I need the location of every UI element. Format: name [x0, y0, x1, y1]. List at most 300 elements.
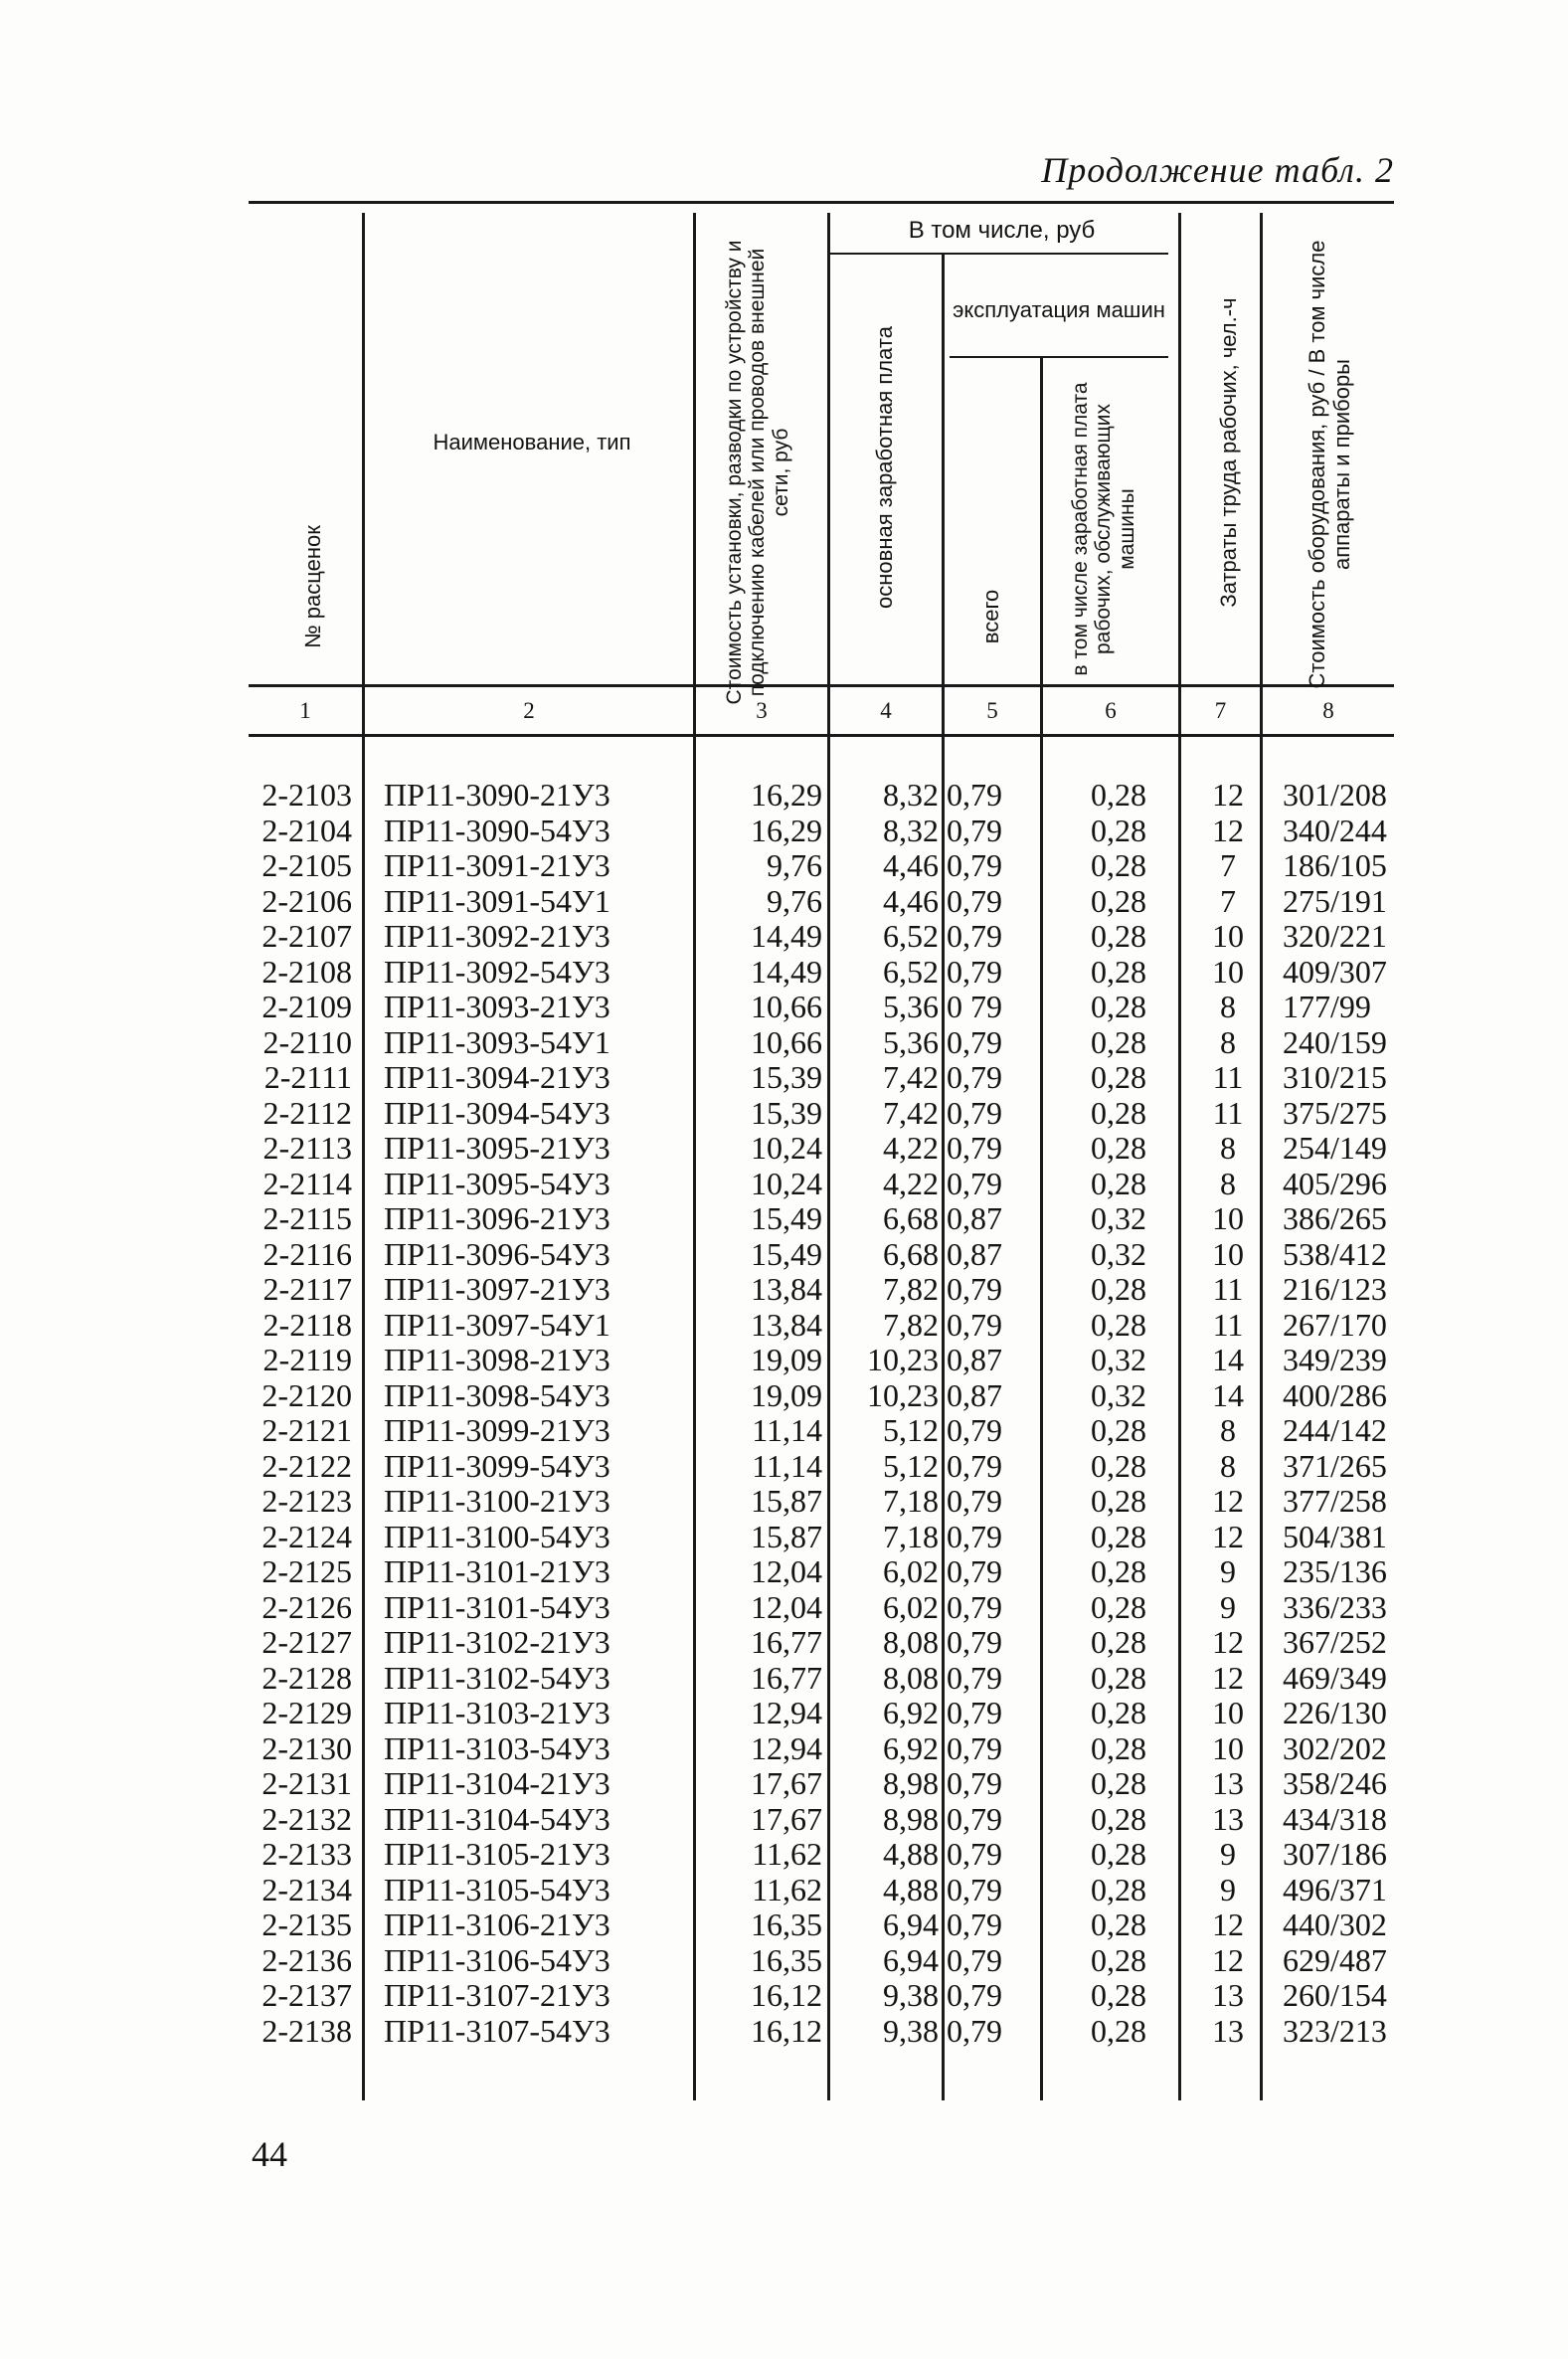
table-row — [0, 1413, 1568, 1449]
machine-total: 0,79 — [947, 1977, 1002, 2013]
table-row — [0, 1554, 1568, 1590]
rate-number: 2-2131 — [261, 1765, 352, 1801]
machine-wage: 0,28 — [1091, 777, 1146, 813]
labor-hours: 12 — [1212, 1906, 1244, 1942]
base-wage: 4,46 — [883, 847, 939, 883]
type-name: ПР11-3100-54У3 — [384, 1518, 610, 1554]
table-row — [0, 1978, 1568, 2014]
table-row — [0, 1449, 1568, 1485]
labor-hours: 8 — [1220, 1447, 1236, 1484]
labor-hours: 8 — [1220, 1412, 1236, 1448]
table-row — [0, 1625, 1568, 1661]
machine-wage: 0,28 — [1091, 1447, 1146, 1484]
machine-wage: 0,28 — [1091, 1729, 1146, 1766]
equipment-cost: 405/296 — [1283, 1165, 1387, 1201]
rate-number: 2-2130 — [261, 1729, 352, 1766]
rate-number: 2-2119 — [262, 1342, 352, 1377]
base-wage: 8,98 — [883, 1765, 939, 1801]
machine-total: 0,79 — [947, 2012, 1002, 2049]
machine-total: 0,79 — [947, 1094, 1002, 1131]
page-number: 44 — [252, 2134, 287, 2174]
type-name: ПР11-3104-54У3 — [384, 1800, 610, 1837]
table-row — [0, 2014, 1568, 2050]
colnum-5: 5 — [986, 698, 998, 723]
header-group: В том числе, руб — [908, 216, 1096, 244]
type-name: ПР11-3105-21У3 — [384, 1836, 610, 1872]
table-row — [0, 1907, 1568, 1943]
equipment-cost: 358/246 — [1283, 1765, 1387, 1801]
header-subgroup: эксплуатация машин — [953, 296, 1165, 322]
install-cost: 17,67 — [751, 1765, 822, 1801]
header-col3: Стоимость установки, разводки по устройству и подключению кабелей или проводов внешней сети, руб — [722, 240, 792, 705]
labor-hours: 10 — [1212, 1695, 1244, 1730]
machine-wage: 0,28 — [1091, 1271, 1146, 1307]
install-cost: 15,39 — [751, 1094, 822, 1131]
equipment-cost: 216/123 — [1283, 1271, 1387, 1307]
labor-hours: 14 — [1212, 1376, 1244, 1413]
equipment-cost: 340/244 — [1283, 812, 1387, 848]
machine-total: 0,79 — [947, 1447, 1002, 1484]
equipment-cost: 538/412 — [1283, 1235, 1387, 1272]
install-cost: 12,04 — [751, 1553, 822, 1589]
labor-hours: 12 — [1212, 1624, 1244, 1660]
machine-total: 0,79 — [947, 1695, 1002, 1730]
table-row — [0, 1096, 1568, 1132]
equipment-cost: 320/221 — [1283, 918, 1387, 954]
rate-number: 2-2127 — [261, 1624, 352, 1660]
install-cost: 16,29 — [751, 812, 822, 848]
machine-total: 0,79 — [947, 1518, 1002, 1554]
install-cost: 17,67 — [751, 1800, 822, 1837]
table-row — [0, 814, 1568, 849]
machine-total: 0,79 — [947, 1659, 1002, 1696]
table-row — [0, 1731, 1568, 1767]
top-rule — [249, 201, 1394, 204]
table-row — [0, 919, 1568, 955]
rate-number: 2-2120 — [261, 1376, 352, 1413]
rate-number: 2-2128 — [261, 1659, 352, 1696]
rate-number: 2-2135 — [261, 1906, 352, 1942]
equipment-cost: 254/149 — [1283, 1130, 1387, 1166]
machine-wage: 0,28 — [1091, 1588, 1146, 1625]
header-col6: в том числе заработная плата рабочих, обслуживающих машины — [1068, 382, 1138, 676]
type-name: ПР11-3101-54У3 — [384, 1588, 610, 1625]
colnum-8: 8 — [1322, 698, 1334, 723]
table-row — [0, 1943, 1568, 1979]
install-cost: 15,87 — [751, 1518, 822, 1554]
labor-hours: 11 — [1212, 1094, 1244, 1131]
install-cost: 16,35 — [751, 1906, 822, 1942]
base-wage: 5,12 — [883, 1412, 939, 1448]
header-col7: Затраты труда рабочих, чел.-ч — [1215, 297, 1241, 608]
table-row — [0, 1696, 1568, 1731]
type-name: ПР11-3103-21У3 — [384, 1695, 610, 1730]
base-wage: 8,08 — [883, 1624, 939, 1660]
rate-number: 2-2123 — [261, 1483, 352, 1519]
labor-hours: 11 — [1212, 1059, 1244, 1095]
rate-number: 2-2132 — [261, 1800, 352, 1837]
header-col8: Стоимость оборудования, руб / В том числе аппараты и приборы — [1305, 240, 1354, 689]
install-cost: 16,77 — [751, 1624, 822, 1660]
labor-hours: 13 — [1212, 2012, 1244, 2049]
base-wage: 8,32 — [883, 777, 939, 813]
labor-hours: 9 — [1220, 1588, 1236, 1625]
base-wage: 4,22 — [883, 1165, 939, 1201]
rate-number: 2-2107 — [261, 918, 352, 954]
install-cost: 12,04 — [751, 1588, 822, 1625]
equipment-cost: 440/302 — [1283, 1906, 1387, 1942]
machine-total: 0,79 — [947, 847, 1002, 883]
colnum-4: 4 — [880, 698, 892, 723]
rate-number: 2-2125 — [261, 1553, 352, 1589]
machine-total: 0,87 — [947, 1342, 1002, 1377]
base-wage: 7,18 — [883, 1483, 939, 1519]
equipment-cost: 336/233 — [1283, 1588, 1387, 1625]
type-name: ПР11-3095-54У3 — [384, 1165, 610, 1201]
base-wage: 6,52 — [883, 918, 939, 954]
machine-wage: 0,28 — [1091, 1023, 1146, 1060]
equipment-cost: 275/191 — [1283, 882, 1387, 919]
continuation-label: Продолжение табл. 2 — [1041, 150, 1394, 190]
install-cost: 11,62 — [752, 1871, 822, 1907]
machine-total: 0,79 — [947, 953, 1002, 990]
rate-number: 2-2103 — [261, 777, 352, 813]
equipment-cost: 260/154 — [1283, 1977, 1387, 2013]
install-cost: 13,84 — [751, 1306, 822, 1343]
type-name: ПР11-3091-54У1 — [384, 882, 610, 919]
base-wage: 6,94 — [883, 1906, 939, 1942]
machine-wage: 0,28 — [1091, 847, 1146, 883]
labor-hours: 8 — [1220, 1130, 1236, 1166]
table-row — [0, 1802, 1568, 1838]
install-cost: 14,49 — [751, 918, 822, 954]
header-col1: № расценок — [299, 525, 325, 648]
rate-number: 2-2129 — [261, 1695, 352, 1730]
labor-hours: 10 — [1212, 1200, 1244, 1236]
machine-wage: 0,28 — [1091, 1624, 1146, 1660]
labor-hours: 13 — [1212, 1800, 1244, 1837]
equipment-cost: 302/202 — [1283, 1729, 1387, 1766]
type-name: ПР11-3103-54У3 — [384, 1729, 610, 1766]
machine-total: 0,79 — [947, 1941, 1002, 1978]
colnum-1: 1 — [299, 698, 311, 723]
machine-total: 0,79 — [947, 1306, 1002, 1343]
rate-number: 2-2106 — [261, 882, 352, 919]
machine-total: 0,79 — [947, 1412, 1002, 1448]
header-col5: всего — [977, 589, 1003, 644]
install-cost: 19,09 — [751, 1342, 822, 1377]
type-name: ПР11-3092-54У3 — [384, 953, 610, 990]
machine-total: 0,87 — [947, 1376, 1002, 1413]
labor-hours: 13 — [1212, 1977, 1244, 2013]
rate-number: 2-2104 — [261, 812, 352, 848]
base-wage: 6,68 — [883, 1235, 939, 1272]
type-name: ПР11-3092-21У3 — [384, 918, 610, 954]
table-row — [0, 1201, 1568, 1237]
rate-number: 2-2118 — [262, 1306, 352, 1343]
labor-hours: 10 — [1212, 918, 1244, 954]
machine-total: 0,79 — [947, 1059, 1002, 1095]
install-cost: 13,84 — [751, 1271, 822, 1307]
table-row — [0, 1237, 1568, 1273]
type-name: ПР11-3094-54У3 — [384, 1094, 610, 1131]
rate-number: 2-2116 — [262, 1235, 352, 1272]
colnum-2: 2 — [523, 698, 535, 723]
labor-hours: 13 — [1212, 1765, 1244, 1801]
machine-total: 0,79 — [947, 1871, 1002, 1907]
rate-number: 2-2121 — [261, 1412, 352, 1448]
rate-number: 2-2109 — [261, 989, 352, 1024]
labor-hours: 12 — [1212, 1659, 1244, 1696]
table-row — [0, 848, 1568, 884]
type-name: ПР11-3106-54У3 — [384, 1941, 610, 1978]
machine-wage: 0,28 — [1091, 1483, 1146, 1519]
base-wage: 7,42 — [883, 1094, 939, 1131]
install-cost: 9,76 — [767, 847, 822, 883]
type-name: ПР11-3096-21У3 — [384, 1200, 610, 1236]
machine-wage: 0,28 — [1091, 1695, 1146, 1730]
install-cost: 15,49 — [751, 1200, 822, 1236]
table-row — [0, 1025, 1568, 1061]
table-body — [0, 778, 1568, 2049]
machine-total: 0,79 — [947, 777, 1002, 813]
labor-hours: 12 — [1212, 1483, 1244, 1519]
rate-number: 2-2111 — [263, 1059, 352, 1095]
machine-total: 0,79 — [947, 1165, 1002, 1201]
labor-hours: 10 — [1212, 1235, 1244, 1272]
machine-total: 0,79 — [947, 1023, 1002, 1060]
labor-hours: 12 — [1212, 812, 1244, 848]
machine-wage: 0,28 — [1091, 989, 1146, 1024]
machine-wage: 0,28 — [1091, 1765, 1146, 1801]
install-cost: 16,29 — [751, 777, 822, 813]
type-name: ПР11-3091-21У3 — [384, 847, 610, 883]
equipment-cost: 367/252 — [1283, 1624, 1387, 1660]
labor-hours: 7 — [1220, 847, 1236, 883]
type-name: ПР11-3093-21У3 — [384, 989, 610, 1024]
install-cost: 10,24 — [751, 1130, 822, 1166]
machine-total: 0,79 — [947, 1729, 1002, 1766]
equipment-cost: 504/381 — [1283, 1518, 1387, 1554]
machine-wage: 0,28 — [1091, 1412, 1146, 1448]
labor-hours: 12 — [1212, 777, 1244, 813]
base-wage: 5,36 — [883, 989, 939, 1024]
machine-wage: 0,28 — [1091, 1836, 1146, 1872]
type-name: ПР11-3095-21У3 — [384, 1130, 610, 1166]
machine-wage: 0,28 — [1091, 1800, 1146, 1837]
table-row — [0, 1837, 1568, 1873]
subgroup-rule — [950, 356, 1168, 358]
machine-total: 0,79 — [947, 1483, 1002, 1519]
numbers-bottom-rule — [249, 734, 1394, 737]
machine-wage: 0,28 — [1091, 1130, 1146, 1166]
type-name: ПР11-3101-21У3 — [384, 1553, 610, 1589]
install-cost: 15,49 — [751, 1235, 822, 1272]
equipment-cost: 310/215 — [1283, 1059, 1387, 1095]
type-name: ПР11-3104-21У3 — [384, 1765, 610, 1801]
equipment-cost: 235/136 — [1283, 1553, 1387, 1589]
install-cost: 10,24 — [751, 1165, 822, 1201]
base-wage: 4,88 — [883, 1836, 939, 1872]
colnum-7: 7 — [1214, 698, 1227, 723]
equipment-cost: 409/307 — [1283, 953, 1387, 990]
type-name: ПР11-3096-54У3 — [384, 1235, 610, 1272]
machine-total: 0,79 — [947, 1800, 1002, 1837]
machine-total: 0,87 — [947, 1235, 1002, 1272]
base-wage: 8,08 — [883, 1659, 939, 1696]
install-cost: 14,49 — [751, 953, 822, 990]
base-wage: 5,12 — [883, 1447, 939, 1484]
type-name: ПР11-3093-54У1 — [384, 1023, 610, 1060]
type-name: ПР11-3106-21У3 — [384, 1906, 610, 1942]
install-cost: 16,35 — [751, 1941, 822, 1978]
table-row — [0, 1484, 1568, 1520]
labor-hours: 8 — [1220, 989, 1236, 1024]
type-name: ПР11-3098-54У3 — [384, 1376, 610, 1413]
install-cost: 15,39 — [751, 1059, 822, 1095]
rate-number: 2-2122 — [261, 1447, 352, 1484]
base-wage: 4,22 — [883, 1130, 939, 1166]
rate-number: 2-2105 — [261, 847, 352, 883]
rate-number: 2-2112 — [262, 1094, 352, 1131]
table-row — [0, 1766, 1568, 1802]
table-row — [0, 1661, 1568, 1697]
base-wage: 5,36 — [883, 1023, 939, 1060]
equipment-cost: 186/105 — [1283, 847, 1387, 883]
table-row — [0, 955, 1568, 991]
install-cost: 16,12 — [751, 1977, 822, 2013]
base-wage: 7,42 — [883, 1059, 939, 1095]
rate-number: 2-2134 — [261, 1871, 352, 1907]
header-col2: Наименование, тип — [433, 429, 631, 454]
machine-wage: 0,28 — [1091, 953, 1146, 990]
table-row — [0, 1131, 1568, 1167]
equipment-cost: 496/371 — [1283, 1871, 1387, 1907]
machine-total: 0,79 — [947, 1765, 1002, 1801]
equipment-cost: 386/265 — [1283, 1200, 1387, 1236]
equipment-cost: 469/349 — [1283, 1659, 1387, 1696]
base-wage: 6,52 — [883, 953, 939, 990]
machine-wage: 0,28 — [1091, 882, 1146, 919]
base-wage: 7,82 — [883, 1271, 939, 1307]
labor-hours: 12 — [1212, 1941, 1244, 1978]
type-name: ПР11-3090-54У3 — [384, 812, 610, 848]
type-name: ПР11-3100-21У3 — [384, 1483, 610, 1519]
machine-wage: 0,28 — [1091, 1871, 1146, 1907]
type-name: ПР11-3099-21У3 — [384, 1412, 610, 1448]
table-row — [0, 990, 1568, 1025]
install-cost: 11,62 — [752, 1836, 822, 1872]
header-col4: основная заработная плата — [871, 326, 897, 609]
labor-hours: 10 — [1212, 953, 1244, 990]
base-wage: 10,23 — [867, 1376, 939, 1413]
rate-number: 2-2110 — [262, 1023, 352, 1060]
machine-wage: 0,28 — [1091, 1906, 1146, 1942]
rate-number: 2-2136 — [261, 1941, 352, 1978]
type-name: ПР11-3102-21У3 — [384, 1624, 610, 1660]
equipment-cost: 177/99 — [1283, 989, 1371, 1024]
equipment-cost: 323/213 — [1283, 2012, 1387, 2049]
rate-number: 2-2126 — [261, 1588, 352, 1625]
equipment-cost: 434/318 — [1283, 1800, 1387, 1837]
machine-total: 0,79 — [947, 918, 1002, 954]
machine-wage: 0,28 — [1091, 1059, 1146, 1095]
rate-number: 2-2113 — [262, 1130, 352, 1166]
machine-wage: 0,28 — [1091, 918, 1146, 954]
machine-total: 0,79 — [947, 812, 1002, 848]
base-wage: 9,38 — [883, 1977, 939, 2013]
install-cost: 16,77 — [751, 1659, 822, 1696]
table-row — [0, 1308, 1568, 1344]
base-wage: 6,68 — [883, 1200, 939, 1236]
base-wage: 9,38 — [883, 2012, 939, 2049]
type-name: ПР11-3094-21У3 — [384, 1059, 610, 1095]
install-cost: 12,94 — [751, 1729, 822, 1766]
table-row — [0, 1060, 1568, 1096]
equipment-cost: 240/159 — [1283, 1023, 1387, 1060]
labor-hours: 9 — [1220, 1836, 1236, 1872]
colnum-6: 6 — [1105, 698, 1117, 723]
labor-hours: 10 — [1212, 1729, 1244, 1766]
install-cost: 11,14 — [752, 1447, 822, 1484]
base-wage: 7,82 — [883, 1306, 939, 1343]
base-wage: 4,88 — [883, 1871, 939, 1907]
machine-total: 0,79 — [947, 1624, 1002, 1660]
equipment-cost: 371/265 — [1283, 1447, 1387, 1484]
machine-wage: 0,28 — [1091, 1977, 1146, 2013]
machine-total: 0,79 — [947, 1588, 1002, 1625]
install-cost: 19,09 — [751, 1376, 822, 1413]
table-row — [0, 1378, 1568, 1414]
base-wage: 6,92 — [883, 1729, 939, 1766]
machine-wage: 0,32 — [1091, 1235, 1146, 1272]
colnum-3: 3 — [756, 698, 768, 723]
table-row — [0, 1343, 1568, 1378]
type-name: ПР11-3097-21У3 — [384, 1271, 610, 1307]
rate-number: 2-2137 — [261, 1977, 352, 2013]
base-wage: 6,94 — [883, 1941, 939, 1978]
base-wage: 8,32 — [883, 812, 939, 848]
rate-number: 2-2115 — [262, 1200, 352, 1236]
machine-wage: 0,32 — [1091, 1342, 1146, 1377]
table-row — [0, 1520, 1568, 1555]
rate-number: 2-2117 — [262, 1271, 352, 1307]
labor-hours: 12 — [1212, 1518, 1244, 1554]
equipment-cost: 226/130 — [1283, 1695, 1387, 1730]
install-cost: 16,12 — [751, 2012, 822, 2049]
machine-wage: 0,32 — [1091, 1200, 1146, 1236]
machine-total: 0,79 — [947, 1271, 1002, 1307]
machine-wage: 0,32 — [1091, 1376, 1146, 1413]
rate-number: 2-2108 — [261, 953, 352, 990]
labor-hours: 11 — [1212, 1306, 1244, 1343]
equipment-cost: 301/208 — [1283, 777, 1387, 813]
labor-hours: 11 — [1212, 1271, 1244, 1307]
rate-number: 2-2138 — [261, 2012, 352, 2049]
base-wage: 6,92 — [883, 1695, 939, 1730]
equipment-cost: 629/487 — [1283, 1941, 1387, 1978]
base-wage: 7,18 — [883, 1518, 939, 1554]
base-wage: 6,02 — [883, 1588, 939, 1625]
type-name: ПР11-3097-54У1 — [384, 1306, 610, 1343]
machine-wage: 0,28 — [1091, 812, 1146, 848]
labor-hours: 9 — [1220, 1553, 1236, 1589]
machine-wage: 0,28 — [1091, 1094, 1146, 1131]
table-row — [0, 1873, 1568, 1908]
base-wage: 8,98 — [883, 1800, 939, 1837]
equipment-cost: 377/258 — [1283, 1483, 1387, 1519]
equipment-cost: 307/186 — [1283, 1836, 1387, 1872]
